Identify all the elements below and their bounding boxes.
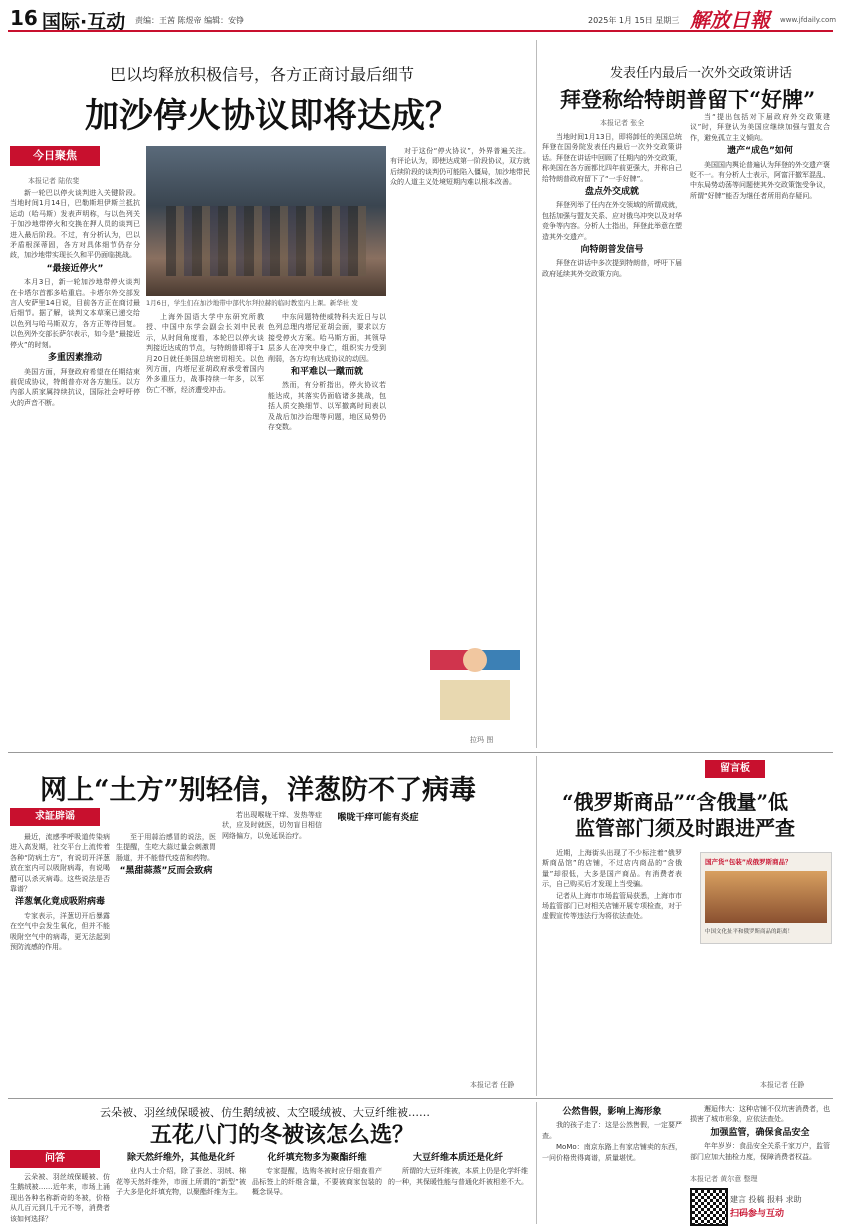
- article-col-1: [10, 832, 110, 1092]
- section-rule: [8, 1098, 833, 1099]
- subhead: 向特朗普发信号: [580, 245, 644, 256]
- paragraph: 当地时间1月13日，即将卸任的美国总统拜登在国务院发表任内最后一次外交政策讲话。拜登在讲话中回顾了任期内的外交政策，称美国在各方面都比四年前更强大，并称自己给特朗普政府留下了“一手好牌”。: [542, 133, 682, 183]
- paragraph: 当“提出包括对下届政府外交政策建议”时，拜登认为美国应继续加强与盟友合作，避免孤立主义倾向。: [690, 113, 830, 142]
- article-byline: 本报记者 任静: [470, 1081, 515, 1089]
- article-title: 五花八门的冬被该怎么选？: [150, 1122, 415, 1148]
- paragraph: 中东问题特使威特科夫近日与以色列总理内塔尼亚胡会面，要求以方接受停火方案。哈马斯方面，其领导层多人在冲突中身亡，组织实力受到削弱，各方均有达成协议的动因。: [268, 313, 386, 363]
- article-byline: 本报记者 任静: [760, 1081, 805, 1089]
- news-screenshot: [700, 852, 832, 944]
- illustrator-credit: 拉玛 图: [470, 736, 494, 744]
- paragraph: 至于用蒜治感冒的说法，医生提醒，生吃大蒜过量会刺激胃肠道，并不能替代疫苗和药物。: [116, 833, 216, 862]
- article-byline: 本报记者 黄尔意 整理: [690, 1175, 758, 1183]
- comments-col-2: [690, 1104, 830, 1172]
- subhead: 加强监管，确保食品安全: [710, 1127, 810, 1138]
- article-col-4: [388, 1150, 528, 1224]
- paragraph: 所谓的大豆纤维被，本质上仍是化学纤维的一种，其保暖性能与普通化纤被相差不大。: [388, 1167, 528, 1186]
- article-title-line-1: “俄罗斯商品”“含俄量”低: [562, 790, 789, 814]
- column-tag: 问答: [10, 1150, 100, 1168]
- paragraph: 美国国内舆论普遍认为拜登的外交遗产褒贬不一。有分析人士表示，阿富汗撤军混乱、中东局势动荡等问题使其外交政策饱受争议，所谓“好牌”能否为继任者所用尚存疑问。: [690, 160, 830, 200]
- paragraph: 云朵被、羽丝绒保暖被、仿生鹅绒被……近年来，市场上涌现出各种名称新奇的冬被，价格从几百元到几千元不等，消费者该如何选择？: [10, 1173, 110, 1223]
- paragraph: 然而，有分析指出，停火协议若能达成，其落实仍面临诸多挑战，包括人质交换细节、以军撤离时间表以及战后加沙治理等问题，地区局势仍存变数。: [268, 381, 386, 432]
- newspaper-logo: 解放日報: [690, 8, 770, 32]
- illustration: [420, 620, 530, 730]
- article-col-2: [690, 112, 830, 742]
- paragraph: 拜登在讲话中多次提到特朗普，呼吁下届政府延续其外交政策方向。: [542, 259, 682, 278]
- article-byline: 本报记者 陆依斐: [28, 177, 80, 185]
- comments-col-1: [542, 1104, 682, 1224]
- article-col-2: [116, 1150, 246, 1224]
- column-tag: 留言板: [705, 760, 765, 778]
- subhead: 公然售假，影响上海形象: [562, 1107, 662, 1117]
- subhead: 洋葱氧化竟成吸附病毒: [14, 897, 105, 908]
- article-kicker: 发表任内最后一次外交政策讲话: [610, 66, 793, 81]
- poster-subtitle: 中国文化扯平和俄罗斯商品的距离！: [705, 929, 794, 935]
- subhead: 和平难以一蹴而就: [290, 367, 363, 378]
- paragraph: 本月3日，新一轮加沙地带停火谈判在卡塔尔首都多哈重启。卡塔尔外交部发言人安萨里14日说，目前各方正在商讨最后细节。据了解，谈判文本草案已递交给以色列与哈马斯双方，各方正等待回复。以色列外交部长萨尔表示，如今是“最接近停火”的时刻。: [10, 278, 140, 349]
- column-tag: 今日聚焦: [10, 146, 100, 166]
- subhead: 多重因素推动: [47, 353, 102, 364]
- article-title: 加沙停火协议即将达成？: [85, 96, 459, 136]
- handshake-illustration: [420, 620, 530, 730]
- editors-line: 责编：王茜 陈煜帝 编辑：安铮: [135, 16, 245, 25]
- paragraph: 专家表示，洋葱切开后暴露在空气中会发生氧化，但并不能吸附空气中的病毒，更无法起到预防流感的作用。: [10, 911, 110, 952]
- article-col-2: [116, 832, 216, 1092]
- subhead: “黑甜蒜蒸”反而会致病: [119, 866, 213, 877]
- comment: MoMo：南京东路上有家店铺卖的东西，一问价格贵得离谱，质量堪忧。: [542, 1143, 682, 1162]
- article-col-3: [268, 312, 386, 748]
- article-col-3: [252, 1150, 382, 1224]
- section-name: 国际·互动: [42, 11, 126, 33]
- page-number: 16: [10, 6, 38, 30]
- article-kicker: 云朵被、羽丝绒保暖被、仿生鹅绒被、太空暖绒被、大豆纤维被……: [100, 1106, 430, 1119]
- article-col-3: [222, 810, 322, 1092]
- article-col-4: [328, 810, 428, 1092]
- comment: 邂逅伟大：这种店铺不仅坑害消费者，也损害了城市形象，应依法查处。: [690, 1105, 830, 1124]
- subhead: 遗产“成色”如何: [727, 146, 793, 157]
- paragraph: 专家提醒，选购冬被时应仔细查看产品标签上的纤维含量，不要被商家包装的概念误导。: [252, 1167, 382, 1197]
- subhead: 大豆纤维本质还是化纤: [412, 1153, 503, 1163]
- paragraph: 最近，流感季呼吸道传染病进入高发期，社交平台上流传着各种“防病土方”，有说切开洋葱放在室内可以吸附病毒，有说喝醋可以杀灭病毒。这些说法是否靠谱？: [10, 833, 110, 894]
- photo-people: [166, 206, 366, 276]
- paragraph: 业内人士介绍，除了蚕丝、羽绒、棉花等天然纤维外，市面上所谓的“新型”被子大多是化纤填充物，以聚酯纤维为主。: [116, 1167, 246, 1197]
- comment: 年年岁岁：食品安全关系千家万户，监管部门应加大抽检力度，保障消费者权益。: [690, 1142, 830, 1161]
- paragraph: 对于这份“停火协议”，外界普遍关注。有评论认为，即使达成第一阶段协议，双方就后续阶段的谈判仍可能陷入僵局，加沙地带民众的人道主义处境短期内难以根本改善。: [390, 147, 530, 187]
- subhead: 除天然纤维外，其他是化纤: [126, 1153, 235, 1163]
- paragraph: 新一轮巴以停火谈判进入关键阶段。当地时间1月14日，巴勒斯坦伊斯兰抵抗运动（哈马斯）发表声明称，与以色列关于加沙地带停火和交换在押人员的谈判已进入最后阶段。不过，有分析认为，巴以矛盾根深蒂固，各方对具体细节仍存分歧，加沙地带实现长久和平仍面临挑战。: [10, 189, 140, 260]
- paragraph: 近期，上海街头出现了不少标注着“俄罗斯商品馆”的店铺，不过店内商品的“含俄量”却很低，大多是国产商品。有消费者表示，自己购买后才发现上当受骗。: [542, 849, 682, 889]
- poster-image: [705, 871, 827, 923]
- article-byline: 本报记者 张全: [600, 119, 645, 127]
- column-tag: 求証辟谣: [10, 808, 100, 826]
- article-col-4: [390, 146, 530, 596]
- subhead: 盘点外交成就: [584, 187, 639, 198]
- divider: [536, 1102, 537, 1224]
- article-title-line-2: 监管部门须及时跟进严查: [575, 816, 795, 840]
- paragraph: 上海外国语大学中东研究所教授、中国中东学会副会长刘中民表示，从时间角度看，本轮巴以停火谈判接近达成的节点，与特朗普即将于1月20日就任美国总统密切相关。以色列方面，内塔尼亚胡政府承受着国内外多重压力，战事持续一年多，以军伤亡不断，经济遭受冲击。: [146, 313, 264, 394]
- article-kicker: 巴以均释放积极信号，各方正商讨最后细节: [110, 65, 415, 84]
- classroom-photo: [146, 146, 386, 296]
- subhead: 喉咙干痒可能有炎症: [337, 813, 419, 823]
- photo-caption: 1月6日，学生们在加沙地带中部代尔拜拉赫的临时教室内上课。新华社 发: [146, 299, 358, 307]
- section-rule: [8, 752, 833, 753]
- issue-date: 2025年 1月 15日 星期三: [588, 16, 680, 25]
- paragraph: 美国方面，拜登政府希望在任期结束前促成协议，特朗普亦对各方施压。以方内部人质家属持续抗议，国际社会呼吁停火的声音不断。: [10, 367, 140, 407]
- paragraph: 若出现喉咙干痒、发热等症状，应及时就医，切勿盲目相信网络偏方，以免延误治疗。: [222, 811, 322, 840]
- divider: [536, 756, 537, 1096]
- qr-code[interactable]: [690, 1188, 728, 1226]
- subhead: “最接近停火”: [46, 263, 104, 274]
- article-col-1: [542, 848, 682, 1092]
- paragraph: 记者从上海市市场监管局获悉，上海市市场监管部门已对相关店铺开展专项检查，对于虚假宣传等违法行为将依法查处。: [542, 891, 682, 921]
- article-col-1: [10, 188, 140, 748]
- paragraph: 拜登列举了任内在外交领域的所谓成就，包括加强与盟友关系、应对俄乌冲突以及对华竞争等内容。分析人士指出，拜登此举意在塑造其外交遗产。: [542, 201, 682, 241]
- interaction-footer: 建言 投稿 报料 求助: [730, 1195, 802, 1204]
- article-col-2: [146, 312, 264, 748]
- article-col-1: [542, 132, 682, 742]
- poster-headline: 国产货“包装”成俄罗斯商品？: [705, 858, 792, 866]
- article-col-1: [10, 1172, 110, 1224]
- interaction-cta[interactable]: 扫码参与互动: [730, 1209, 785, 1219]
- subhead: 化纤填充物多为聚酯纤维: [267, 1153, 367, 1163]
- masthead-rule: [8, 30, 833, 32]
- comment: 我的孩子走了：这是公然售假，一定要严查。: [542, 1121, 682, 1140]
- website-url: www.jfdaily.com: [780, 16, 837, 24]
- article-title: 拜登称给特朗普留下“好牌”: [560, 87, 816, 112]
- article-title: 网上“土方”别轻信，洋葱防不了病毒: [40, 775, 477, 806]
- divider: [536, 40, 537, 748]
